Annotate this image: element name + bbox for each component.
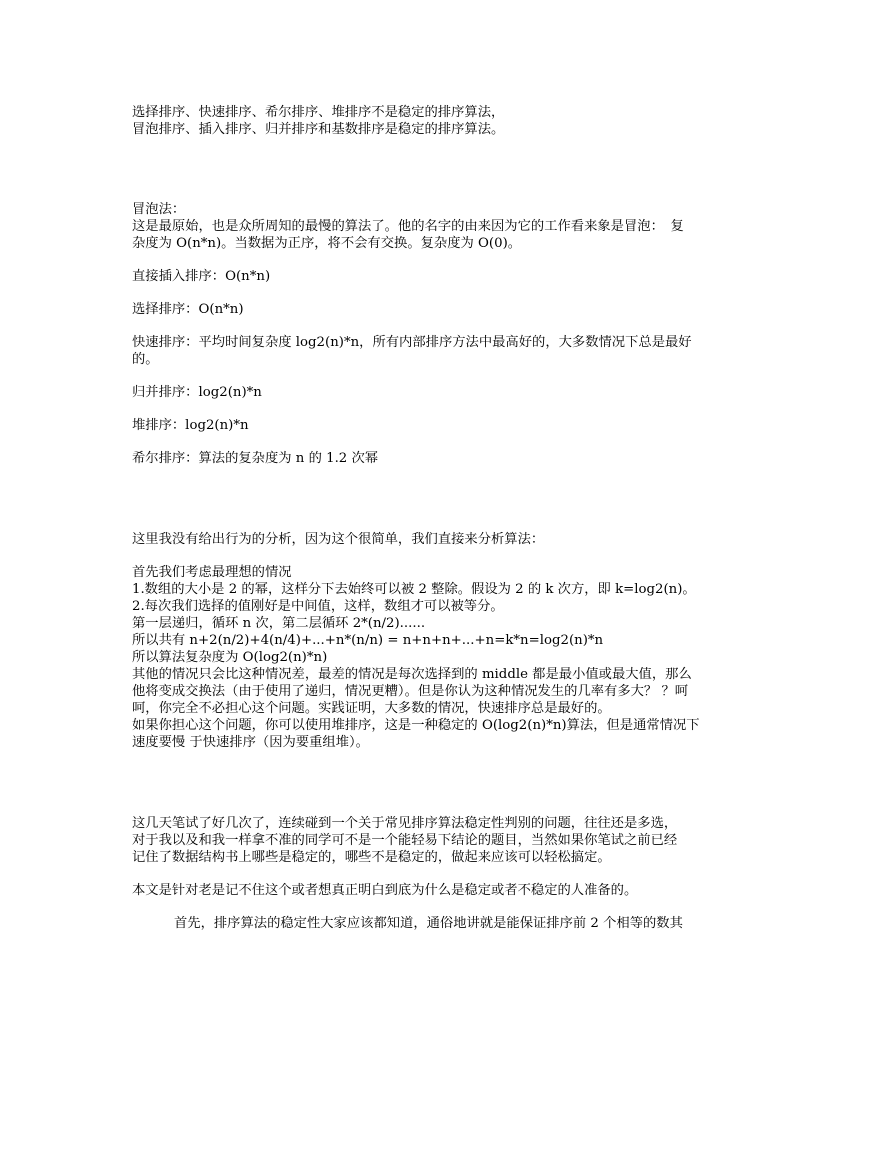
analysis-line: 所以算法复杂度为 O(log2(n)*n) <box>132 650 328 665</box>
selection-line <box>132 301 762 318</box>
analysis-line: 呵，你完全不必担心这个问题。实践证明，大多数的情况，快速排序总是最好的。 <box>132 701 611 716</box>
analysis-line: 2.每次我们选择的值刚好是中间值，这样，数组才可以被等分。 <box>132 599 504 614</box>
stability-line: 这几天笔试了好几次了，连续碰到一个关于常见排序算法稳定性判别的问题，往往还是多选， <box>132 816 678 831</box>
stability-line: 本文是针对老是记不住这个或者想真正明白到底为什么是稳定或者不稳定的人准备的。 <box>132 883 638 898</box>
analysis-line: 如果你担心这个问题，你可以使用堆排序，这是一种稳定的 O(log2(n)*n)算法，但是通常情况下 <box>132 718 700 733</box>
analysis-intro <box>132 531 762 548</box>
quick-line: 快速排序：平均时间复杂度 log2(n)*n，所有内部排序方法中最高好的，大多数情况下总是最好 <box>132 335 692 350</box>
insertion-text: 直接插入排序：O(n*n) <box>132 269 271 284</box>
insertion-line <box>132 268 762 285</box>
stability-paragraph-2 <box>132 882 762 899</box>
heap-line <box>132 417 762 434</box>
merge-text: 归并排序：log2(n)*n <box>132 385 262 400</box>
stability-paragraph-3 <box>132 915 762 932</box>
stability-line: 对于我以及和我一样拿不准的同学可不是一个能轻易下结论的题目，当然如果你笔试之前已经 <box>132 833 678 848</box>
analysis-line: 所以共有 n+2(n/2)+4(n/4)+...+n*(n/n) = n+n+n+...+n=k*n=log2(n)*n <box>132 633 604 648</box>
quick-section <box>132 334 762 368</box>
stability-paragraph-1 <box>132 815 762 866</box>
intro-line: 冒泡排序、插入排序、归并排序和基数排序是稳定的排序算法。 <box>132 122 505 137</box>
intro-line: 选择排序、快速排序、希尔排序、堆排序不是稳定的排序算法， <box>132 105 505 120</box>
analysis-line: 第一层递归，循环 n 次，第二层循环 2*(n/2)...... <box>132 616 426 631</box>
heap-text: 堆排序：log2(n)*n <box>132 418 249 433</box>
analysis-intro-text: 这里我没有给出行为的分析，因为这个很简单，我们直接来分析算法： <box>132 532 545 547</box>
quick-line: 的。 <box>132 352 159 367</box>
analysis-line: 其他的情况只会比这种情况差，最差的情况是每次选择到的 middle 都是最小值或最大值，那么 <box>132 667 692 682</box>
analysis-line: 他将变成交换法（由于使用了递归，情况更糟）。但是你认为这种情况发生的几率有多大？ ？呵 <box>132 684 689 699</box>
merge-line <box>132 384 762 401</box>
selection-text: 选择排序：O(n*n) <box>132 302 244 317</box>
bubble-title: 冒泡法： <box>132 202 186 217</box>
analysis-line: 首先我们考虑最理想的情况 <box>132 565 292 580</box>
analysis-body <box>132 564 762 751</box>
stability-line: 记住了数据结构书上哪些是稳定的，哪些不是稳定的，做起来应该可以轻松搞定。 <box>132 850 611 865</box>
bubble-section <box>132 201 762 252</box>
bubble-line: 杂度为 O(n*n)。当数据为正序，将不会有交换。复杂度为 O(0)。 <box>132 236 522 251</box>
shell-line <box>132 450 762 467</box>
shell-text: 希尔排序：算法的复杂度为 n 的 1.2 次幂 <box>132 451 379 466</box>
analysis-line: 速度要慢 于快速排序（因为要重组堆）。 <box>132 735 369 750</box>
analysis-line: 1.数组的大小是 2 的幂，这样分下去始终可以被 2 整除。假设为 2 的 k 次方，即 k=log2(n)。 <box>132 582 696 597</box>
document-page <box>132 104 762 932</box>
bubble-line: 这是最原始，也是众所周知的最慢的算法了。他的名字的由来因为它的工作看来象是冒泡： 复 <box>132 219 684 234</box>
intro-paragraph <box>132 104 762 138</box>
stability-line: 首先，排序算法的稳定性大家应该都知道，通俗地讲就是能保证排序前 2 个相等的数其 <box>174 916 683 931</box>
